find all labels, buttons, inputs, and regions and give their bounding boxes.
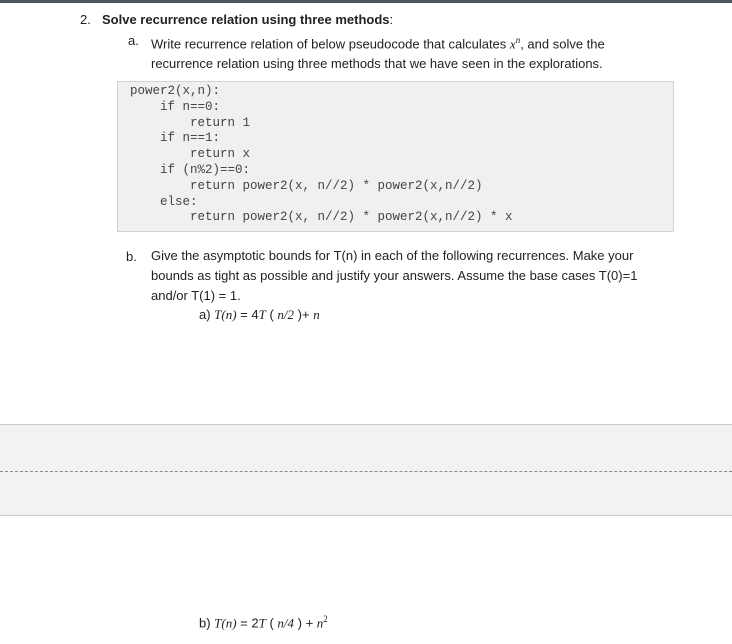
code-line: return power2(x, n//2) * power2(x,n//2) * x bbox=[130, 210, 513, 224]
code-line: if n==0: bbox=[130, 100, 221, 114]
part-a-line-1-suffix: , and solve the bbox=[520, 36, 605, 52]
part-a-math-n: n bbox=[515, 35, 521, 45]
question-number: 2. bbox=[80, 12, 91, 27]
part-a-math-x: x bbox=[509, 36, 516, 52]
equation-b-n: n bbox=[316, 615, 324, 631]
equation-a-lhs: T(n) bbox=[214, 307, 237, 322]
part-a-line-1-prefix: Write recurrence relation of below pseudocode that calculates bbox=[151, 36, 510, 52]
page-break-dashed-line bbox=[0, 471, 732, 472]
equation-a-rest: = 4 bbox=[236, 307, 259, 322]
question-title-text: Solve recurrence relation using three methods bbox=[102, 12, 390, 27]
code-block bbox=[117, 81, 674, 232]
equation-b-label: b) bbox=[199, 615, 215, 631]
part-b-line-2: bounds as tight as possible and justify your answers. Assume the base cases T(0)=1 bbox=[151, 268, 638, 283]
part-a-line-2: recurrence relation using three methods that we have seen in the explorations. bbox=[151, 56, 603, 72]
equation-b-sup: 2 bbox=[323, 614, 328, 624]
code-line: power2(x,n): bbox=[130, 84, 221, 98]
code-line: else: bbox=[130, 195, 198, 209]
equation-b-close: ) + bbox=[294, 615, 317, 631]
equation-a-n: n bbox=[313, 307, 320, 322]
code-line: if n==1: bbox=[130, 131, 221, 145]
equation-a-paren: ( bbox=[265, 307, 278, 322]
part-b-text bbox=[151, 246, 711, 306]
equation-a bbox=[199, 307, 320, 323]
page-break-band bbox=[0, 424, 732, 516]
equation-a-close: )+ bbox=[294, 307, 314, 322]
part-a-line-1 bbox=[151, 30, 691, 54]
equation-b-frac: n/4 bbox=[277, 615, 295, 631]
equation-a-t: T bbox=[258, 307, 266, 322]
equation-a-label: a) bbox=[199, 307, 215, 322]
equation-b-rest: = 2 bbox=[236, 615, 259, 631]
equation-b-lhs: T(n) bbox=[214, 615, 237, 631]
equation-b-t: T bbox=[258, 615, 266, 631]
question-title bbox=[102, 12, 393, 27]
part-b-line-1: Give the asymptotic bounds for T(n) in each of the following recurrences. Make your bbox=[151, 248, 634, 263]
code-line: return power2(x, n//2) * power2(x,n//2) bbox=[130, 179, 483, 193]
part-a-letter: a. bbox=[128, 33, 139, 48]
equation-a-frac: n/2 bbox=[277, 307, 295, 322]
code-line: if (n%2)==0: bbox=[130, 163, 251, 177]
code-line: return 1 bbox=[130, 116, 251, 130]
question-title-colon: : bbox=[389, 12, 394, 27]
equation-b-paren: ( bbox=[265, 615, 278, 631]
part-b-letter: b. bbox=[126, 249, 137, 264]
part-a-text bbox=[151, 30, 691, 74]
top-border bbox=[0, 0, 732, 3]
code-line: return x bbox=[130, 147, 251, 161]
equation-b bbox=[199, 614, 328, 631]
part-b-line-3: and/or T(1) = 1. bbox=[151, 288, 241, 303]
